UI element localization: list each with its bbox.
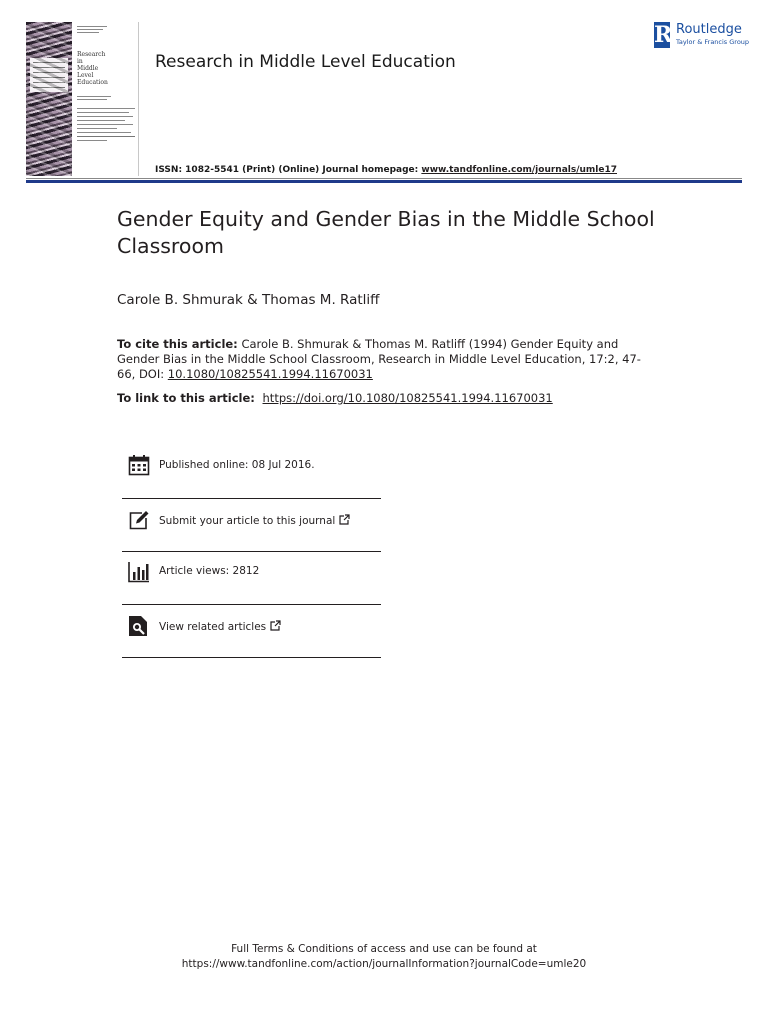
published-online-row	[122, 448, 381, 499]
publisher-subtitle: Taylor & Francis Group	[676, 38, 750, 46]
submit-article-row[interactable]	[122, 499, 381, 552]
published-online-label: Published online: 08 Jul 2016.	[159, 459, 315, 471]
citation-doi-link[interactable]: 10.1080/10825541.1994.11670031	[167, 367, 373, 381]
external-link-icon	[270, 620, 281, 631]
routledge-logo-icon: R	[654, 22, 673, 48]
bar-chart-icon	[128, 561, 150, 583]
header-divider	[26, 180, 742, 183]
submit-article-label[interactable]: Submit your article to this journal	[159, 515, 336, 527]
edit-icon	[128, 509, 150, 531]
article-views-row	[122, 552, 381, 605]
citation-label: To cite this article:	[117, 337, 238, 351]
calendar-icon	[128, 454, 150, 476]
cover-footer-line	[77, 136, 135, 137]
journal-title: Research in Middle Level Education	[155, 52, 456, 72]
cover-text-column	[77, 22, 137, 141]
related-articles-row[interactable]	[122, 605, 381, 658]
related-articles-link[interactable]	[159, 620, 281, 633]
terms-footer-text: Full Terms & Conditions of access and use can be found at	[231, 943, 537, 955]
cover-inset-panel	[30, 58, 68, 92]
external-link-icon	[339, 514, 350, 525]
article-link-label: To link to this article:	[117, 391, 255, 405]
article-authors: Carole B. Shmurak & Thomas M. Ratliff	[117, 292, 380, 308]
journal-cover-image	[26, 22, 139, 176]
cover-photo-strip	[26, 22, 72, 176]
article-views-label: Article views: 2812	[159, 565, 260, 577]
citation-text: Carole B. Shmurak & Thomas M. Ratliff (1994) Gender Equity and Gender Bias in the Middle School Classroom, Research in Middle Level Education, 17:2, 47-66, DOI:	[117, 337, 641, 381]
citation-block	[117, 337, 647, 382]
article-title: Gender Equity and Gender Bias in the Middle School Classroom	[117, 207, 655, 258]
article-info-list	[122, 448, 381, 658]
submit-article-link[interactable]	[159, 514, 350, 527]
article-doi-link[interactable]: https://doi.org/10.1080/10825541.1994.11670031	[262, 391, 553, 405]
related-articles-label[interactable]: View related articles	[159, 621, 267, 633]
cover-title: Research in Middle Level Education	[77, 51, 108, 86]
issn-text: ISSN: 1082-5541 (Print) (Online) Journal homepage:	[155, 165, 422, 175]
article-link-block	[117, 391, 553, 405]
terms-footer	[0, 942, 768, 972]
journal-homepage-link[interactable]: www.tandfonline.com/journals/umle17	[421, 165, 617, 175]
publisher-name: Routledge	[676, 22, 742, 37]
publisher-logo	[654, 22, 754, 50]
terms-footer-url[interactable]: https://www.tandfonline.com/action/journalInformation?journalCode=umle20	[181, 958, 587, 970]
issn-line	[155, 165, 617, 175]
document-search-icon	[128, 615, 150, 637]
